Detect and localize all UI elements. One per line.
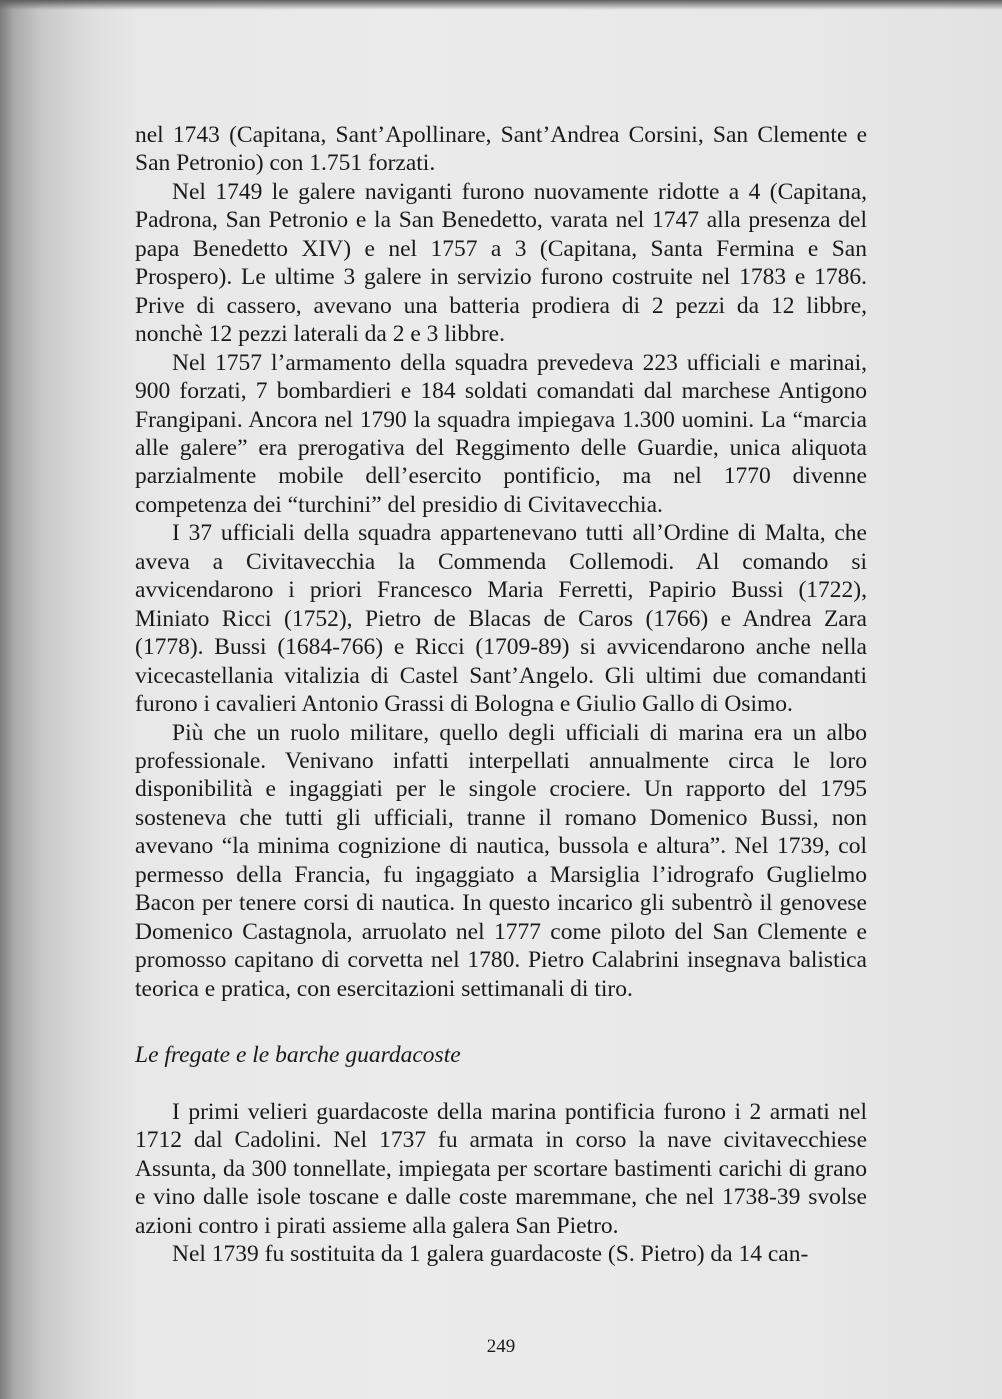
text-block-bottom <box>135 1098 867 1269</box>
text-block-top <box>135 121 867 1003</box>
paragraph-5: Più che un ruolo militare, quello degli ufficiali di marina era un albo professionale. Venivano infatti interpellati annualmente circa le loro disponibilità e ingaggiati per le singole crociere. Un rapporto del 1795 sosteneva che tutti gli ufficiali, tranne il romano Domenico Bussi, non avevano “la minima cognizione di nautica, bussola e altura”. Nel 1739, col permesso della Francia, fu ingaggiato a Marsiglia l’idrografo Guglielmo Bacon per tenere corsi di nautica. In questo incarico gli subentrò il genovese Domenico Castagnola, arruolato nel 1777 come piloto del San Clemente e promosso capitano di corvetta nel 1780. Pietro Calabrini insegnava balistica teorica e pratica, con esercitazioni settimanali di tiro. <box>135 719 867 1002</box>
section-paragraph-2: Nel 1739 fu sostituita da 1 galera guardacoste (S. Pietro) da 14 can- <box>172 1241 809 1268</box>
paragraph-4: I 37 ufficiali della squadra appartenevano tutti all’Ordine di Malta, che aveva a Civitavecchia la Commenda Collemodi. Al comando si avvicendarono i priori Francesco Maria Ferretti, Papirio Bussi (1722), Miniato Ricci (1752), Pietro de Blacas de Caros (1766) e Andrea Zara (1778). Bussi (1684-766) e Ricci (1709-89) si avvicendarono anche nella vicecastellania vitalizia di Castel Sant’Angelo. Gli ultimi due comandanti furono i cavalieri Antonio Grassi di Bologna e Giulio Gallo di Osimo. <box>135 520 867 718</box>
paragraph-1: nel 1743 (Capitana, Sant’Apollinare, Sant’Andrea Corsini, San Clemente e San Petronio) con 1.751 forzati. <box>135 122 867 177</box>
page-number: 249 <box>486 1336 516 1357</box>
paragraph-3: Nel 1757 l’armamento della squadra prevedeva 223 ufficiali e marinai, 900 forzati, 7 bombardieri e 184 soldati comandati dal marchese Antigono Frangipani. Ancora nel 1790 la squadra impiegava 1.300 uomini. La “marcia alle galere” era prerogativa del Reggimento delle Guardie, unica aliquota parzialmente mobile dell’esercito pontificio, ma nel 1770 divenne competenza dei “turchini” del presidio di Civitavecchia. <box>135 349 867 518</box>
section-heading: Le fregate e le barche guardacoste <box>135 1042 461 1068</box>
scan-top-edge <box>0 0 1002 10</box>
paragraph-2: Nel 1749 le galere naviganti furono nuovamente ridotte a 4 (Capitana, Padrona, San Petronio e la San Benedetto, varata nel 1747 alla presenza del papa Benedetto XIV) e nel 1757 a 3 (Capitana, Santa Fermina e San Prospero). Le ultime 3 galere in servizio furono costruite nel 1783 e 1786. Prive di cassero, avevano una batteria prodiera di 2 pezzi da 12 libbre, nonchè 12 pezzi laterali da 2 e 3 libbre. <box>135 178 867 348</box>
section-paragraph-1: I primi velieri guardacoste della marina pontificia furono i 2 armati nel 1712 dal Cadolini. Nel 1737 fu armata in corso la nave civitavecchiese Assunta, da 300 tonnellate, impiegata per scortare bastimenti carichi di grano e vino dalle isole toscane e dalle coste maremmane, che nel 1738-39 svolse azioni contro i pirati assieme alla galera San Pietro. <box>135 1099 867 1239</box>
